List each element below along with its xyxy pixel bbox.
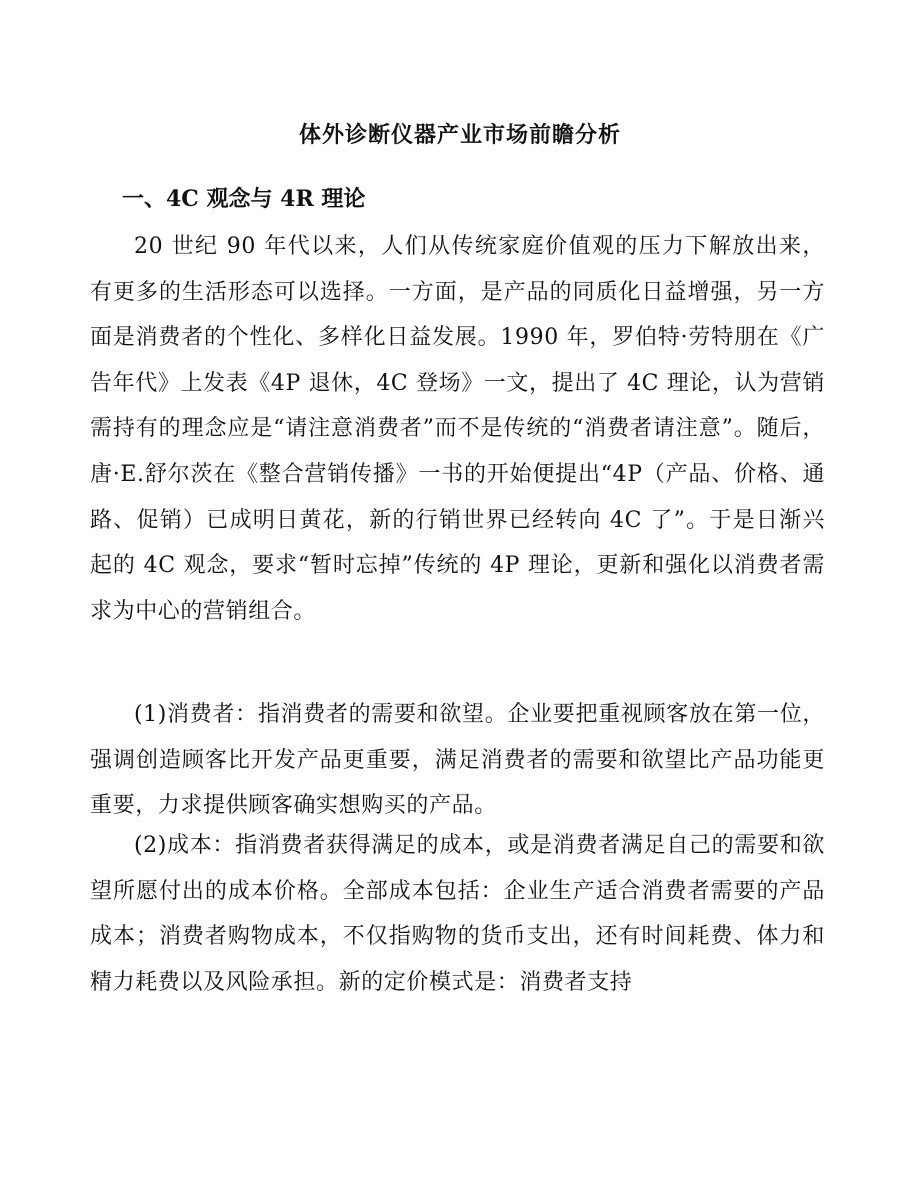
document-title: 体外诊断仪器产业市场前瞻分析 — [298, 122, 621, 148]
paragraph-consumer: (1)消费者：指消费者的需要和欲望。企业要把重视顾客放在第一位，强调创造顾客比开发产品更重要，满足消费者的需要和欲望比产品功能更重要，力求提供顾客确实想购买的产品。 — [90, 702, 825, 819]
paragraph-intro: 20 世纪 90 年代以来，人们从传统家庭价值观的压力下解放出来，有更多的生活形态可以选择。一方面，是产品的同质化日益增强，另一方面是消费者的个性化、多样化日益发展。1990 年，罗伯特·劳特朋在《广告年代》上发表《4P 退休，4C 登场》一文，提出了 4C 理论，认为营销需持有的理念应是“请注意消费者”而不是传统的“消费者请注意”。随后，唐·E.舒尔茨在《整合营销传播》一书的开始便提出“4P（产品、价格、通路、促销）已成明日黄花，新的行销世界已经转向 4C 了”。于是日渐兴起的 4C 观念，要求“暂时忘掉”传统的 4P 理论，更新和强化以消费者需求为中心的营销组合。 — [90, 234, 825, 624]
paragraph-cost: (2)成本：指消费者获得满足的成本，或是消费者满足自己的需要和欲望所愿付出的成本价格。全部成本包括：企业生产适合消费者需要的产品成本；消费者购物成本，不仅指购物的货币支出，还有时间耗费、体力和精力耗费以及风险承担。新的定价模式是：消费者支持 — [90, 833, 825, 995]
section-heading: 一、4C 观念与 4R 理论 — [122, 186, 366, 212]
